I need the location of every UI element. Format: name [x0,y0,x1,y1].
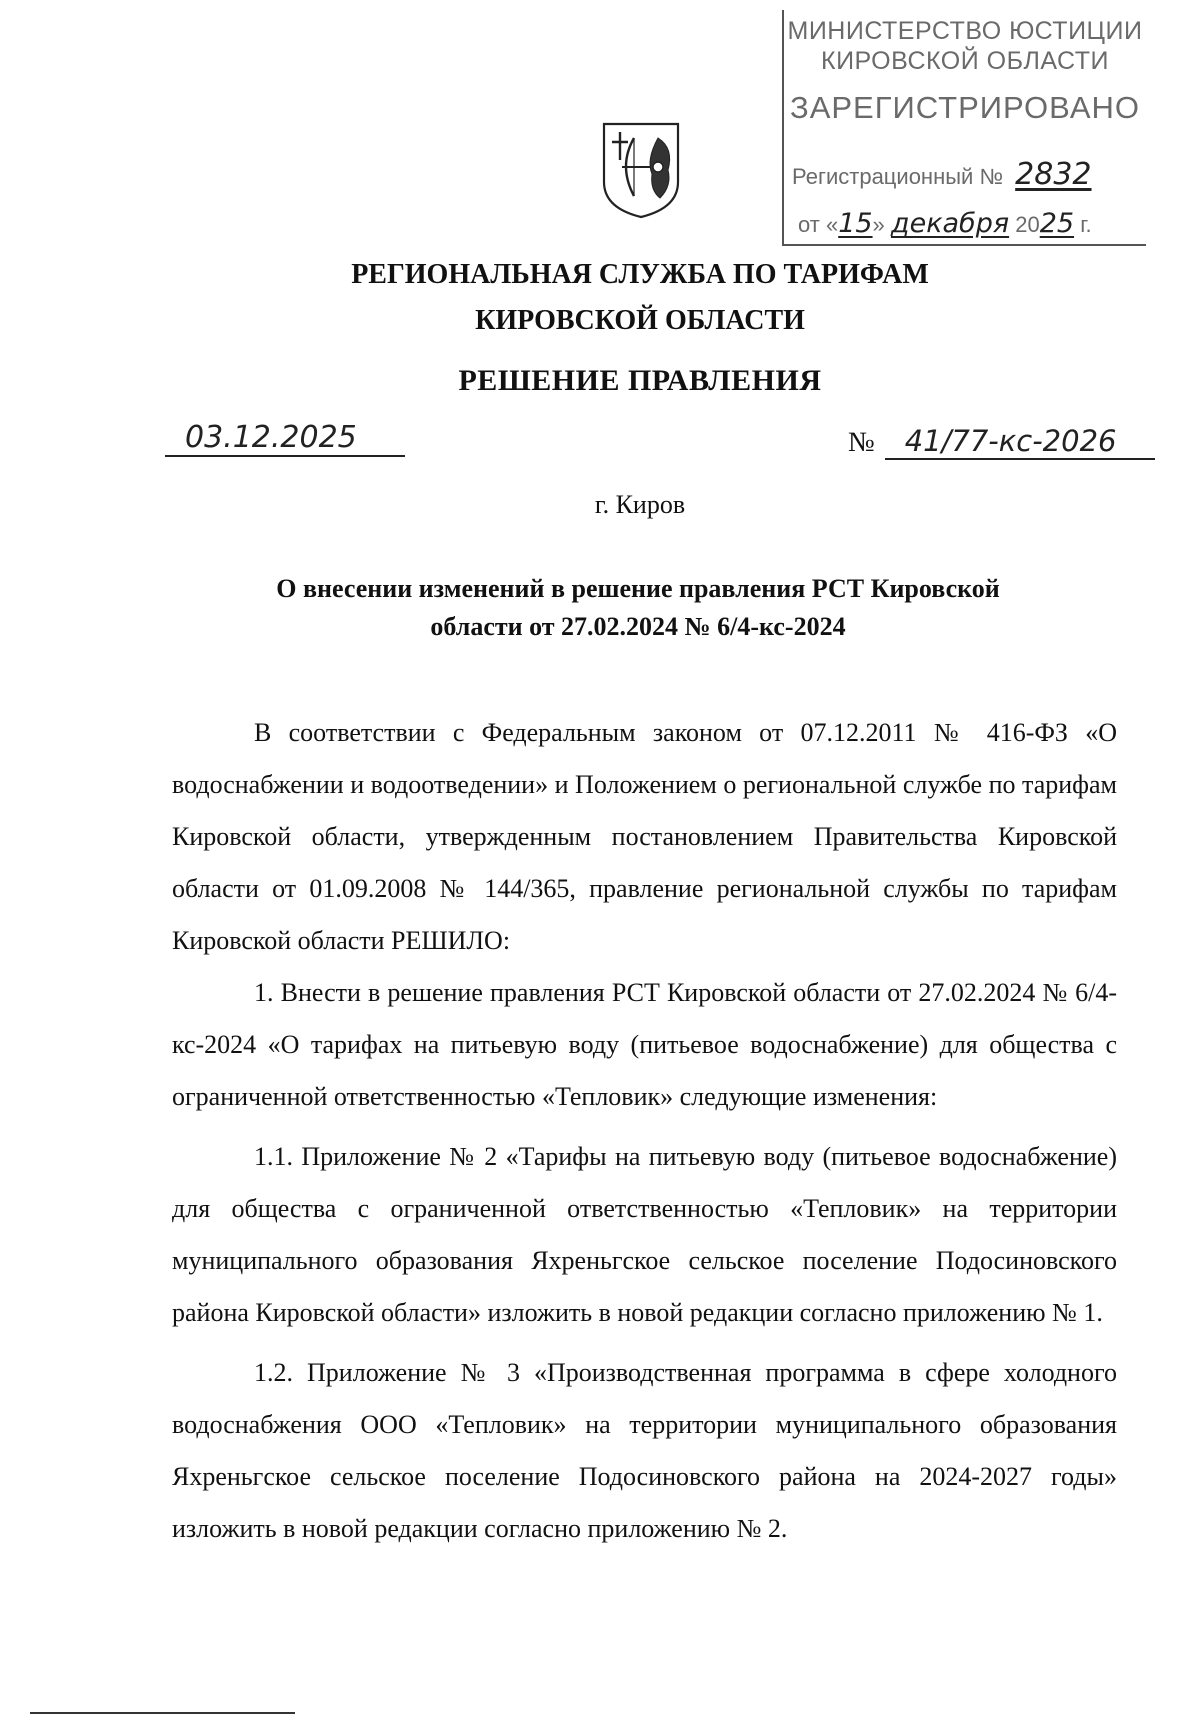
paragraph-item-1-1: 1.1. Приложение № 2 «Тарифы на питьевую воду (питьевое водоснабжение) для общества с ограниченной ответственностью «Тепловик» на территории муниципального образования Яхреньгское сельское поселение Подосиновского района Кировской области» изложить в новой редакции согласно приложению № 1. [172,1142,1117,1327]
stamp-date-row [798,208,1092,239]
footer-divider [30,1712,295,1714]
stamp-registered-line: ЗАРЕГИСТРИРОВАНО [789,90,1140,125]
stamp-date-day: 15 [838,208,873,239]
decision-date: 03.12.2025 [165,420,405,457]
stamp-date-end: г. [1080,212,1092,237]
coat-of-arms-icon [600,120,682,220]
decision-number-row [848,424,1155,460]
org-line-2: КИРОВСКОЙ ОБЛАСТИ [475,305,805,336]
subject-line-2: области от 27.02.2024 № 6/4-кс-2024 [430,612,846,641]
stamp-reg-number-row [792,157,1092,192]
org-line-1: РЕГИОНАЛЬНАЯ СЛУЖБА ПО ТАРИФАМ [351,259,929,290]
decision-subject [172,570,1104,646]
stamp-date-month: декабря [890,208,1010,239]
decision-number: 41/77-кс-2026 [885,424,1155,460]
city-line: г. Киров [594,490,686,519]
paragraph-preamble: В соответствии с Федеральным законом от 07.12.2011 № 416-ФЗ «О водоснабжении и водоотведении» и Положением о региональной службе по тарифам Кировской области, утвержденным постановлением Правительства Кировской области от 01.09.2008 № 144/365, правление региональной службы по тарифам Кировской области РЕШИЛО: [172,718,1117,955]
document-type-title: РЕШЕНИЕ ПРАВЛЕНИЯ [458,364,822,397]
stamp-region-line: КИРОВСКОЙ ОБЛАСТИ [821,47,1109,75]
stamp-date-year-prefix: 20 [1015,212,1040,237]
stamp-date-year-suffix: 25 [1039,208,1075,239]
registration-stamp [782,10,1146,246]
stamp-ministry-line: МИНИСТЕРСТВО ЮСТИЦИИ [787,17,1143,45]
paragraph-item-1-2: 1.2. Приложение № 3 «Производственная программа в сфере холодного водоснабжения ООО «Тепловик» на территории муниципального образования Яхреньгское сельское поселение Подосиновского района на 2024-2027 годы» изложить в новой редакции согласно приложению № 2. [172,1358,1117,1543]
stamp-date-mid: » [872,212,885,237]
stamp-reg-number: 2832 [1015,157,1092,192]
subject-line-1: О внесении изменений в решение правления РСТ Кировской [276,574,1000,603]
document-body [172,707,1117,1555]
stamp-date-prefix: от « [798,212,839,237]
number-sign: № [848,427,875,458]
paragraph-item-1: 1. Внести в решение правления РСТ Кировской области от 27.02.2024 № 6/4-кс-2024 «О тарифах на питьевую воду (питьевое водоснабжение) для общества с ограниченной ответственностью «Тепловик» следующие изменения: [172,978,1117,1111]
organization-name [0,252,1200,344]
stamp-reg-label: Регистрационный № [792,164,1004,189]
